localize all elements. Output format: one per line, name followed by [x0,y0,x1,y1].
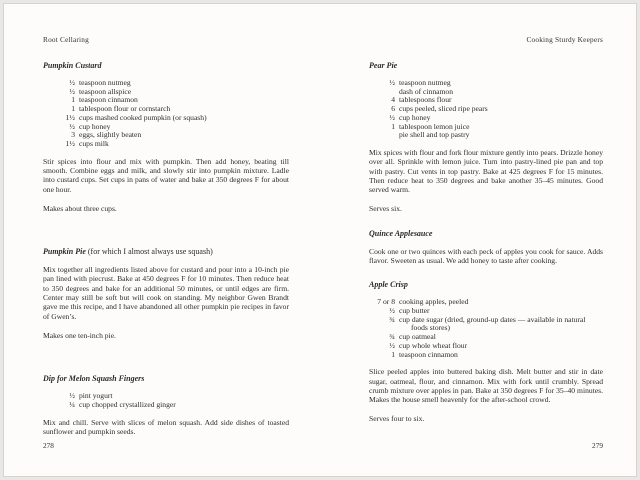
ingredient-name: pie shell and top pastry [399,130,470,140]
recipe-title [43,247,289,257]
ingredient-row [43,140,289,149]
ingredient-name: cups milk [79,138,109,148]
ingredient-row [369,316,603,333]
ingredient-quantity: ¾ [389,314,395,324]
recipe-title-suffix: (for which I almost always use squash) [85,247,213,257]
ingredient-quantity: 4 [391,95,395,105]
ingredient-name: dash of cinnamon [399,86,453,96]
ingredient-name: cup butter [399,306,430,315]
ingredient-name: cup chopped crystallized ginger [79,399,176,409]
running-head-right: Cooking Sturdy Keepers [526,35,603,44]
ingredient-quantity: 1½ [65,138,75,148]
ingredient-quantity: 6 [391,104,395,114]
ingredient-name: cup oatmeal [399,332,436,342]
ingredient-name: tablespoon flour or cornstarch [79,104,171,114]
ingredient-name: cups peeled, sliced ripe pears [399,104,488,114]
ingredient-name: cup date sugar (dried, ground-up dates — available in natural foods stores) [399,314,586,333]
ingredient-quantity: ½ [389,78,395,87]
left-page-sections [43,61,289,436]
recipe-title-text: Pear Pie [369,61,398,70]
ingredient-quantity: ½ [389,340,395,350]
recipe-title [369,280,603,290]
running-head-left: Root Cellaring [43,35,89,44]
ingredient-name: cooking apples, peeled [399,297,469,307]
ingredient-name: tablespoon lemon juice [399,121,470,131]
recipe-paragraph: Stir spices into flour and mix with pumpkin. Then add honey, beating till smooth. Combine eggs and milk, and slowly stir into pumpkin mixture. Ladle into custard cups. Set cups in pans of water and bake at 350 degrees F for about one hour. [43,156,289,194]
ingredient-quantity: ½ [389,306,395,315]
recipe-paragraph: Slice peeled apples into buttered baking dish. Melt butter and stir in date sugar, oatmeal, flour, and cinnamon. Mix with fork until crumbly. Spread crumb mixture over apples in pan. Bake at 350 degrees F for 35–40 minutes. Makes the house smell heavenly for the after-school crowd. [369,367,603,405]
recipe-title [369,61,603,71]
ingredient-quantity [369,131,395,140]
ingredient-name: tablespoons flour [399,95,452,105]
ingredient-list [43,79,289,149]
ingredient-name: teaspoon allspice [79,86,132,96]
ingredient-name: cup honey [399,112,431,122]
ingredient-quantity: 1 [71,95,75,105]
ingredient-name: teaspoon cinnamon [79,95,138,105]
ingredient-name: cup honey [79,121,111,131]
right-page-sections [369,61,603,424]
yield-note: Makes about three cups. [43,203,117,213]
ingredient-name: cup whole wheat flour [399,340,468,350]
recipe-title-text: Pumpkin Custard [43,61,102,70]
ingredient-list [43,392,289,409]
right-page [369,35,603,424]
yield-note: Serves six. [369,204,402,214]
ingredient-quantity: 1 [71,104,75,114]
left-page [43,35,289,436]
recipe-title [43,61,289,71]
page-number-left: 278 [43,441,54,450]
recipe-title-text: Pumpkin Pie [43,247,86,257]
ingredient-name: eggs, slightly beaten [79,130,142,140]
ingredient-quantity: 1 [391,349,395,359]
ingredient-row [369,131,603,140]
ingredient-list [369,298,603,359]
recipe-title-text: Quince Applesauce [369,228,433,238]
recipe-paragraph: Mix and chill. Serve with slices of melon squash. Add side dishes of toasted sunflower and pumpkin seeds. [43,417,289,436]
ingredient-quantity: ½ [69,78,75,87]
ingredient-quantity: 1 [391,121,395,131]
recipe-title [369,229,603,239]
ingredient-quantity: ½ [69,86,75,96]
ingredient-name: cups mashed cooked pumpkin (or squash) [79,112,207,122]
recipe-paragraph: Cook one or two quinces with each peck of apples you cook for sauce. Adds flavor. Sweeten as usual. We add honey to taste after cooking. [369,246,603,265]
ingredient-row [369,351,603,360]
ingredient-quantity: ¾ [389,332,395,342]
book-spread [3,3,637,477]
ingredient-name: teaspoon cinnamon [399,349,458,359]
ingredient-quantity: ½ [389,112,395,122]
recipe-paragraph: Mix spices with flour and fork flour mixture gently into pears. Drizzle honey over all. Sprinkle with lemon juice. Turn into pastry-lined pie pan and top with pastry. Cut vents in top pastry. Bake at 425 degrees F for 15 minutes. Then reduce heat to 350 degrees and bake another 35–45 minutes. Good served warm. [369,147,603,195]
ingredient-quantity: 1½ [65,112,75,122]
ingredient-quantity: 7 or 8 [377,297,395,307]
ingredient-row [43,401,289,410]
page-number-right: 279 [592,441,603,450]
yield-note: Serves four to six. [369,414,425,424]
recipe-title [43,374,289,384]
ingredient-quantity: ¼ [69,399,75,409]
yield-note: Makes one ten-inch pie. [43,330,116,340]
ingredient-name: teaspoon nutmeg [399,78,451,87]
recipe-paragraph: Mix together all ingredients listed above for custard and pour into a 10-inch pie pan lined with piecrust. Bake at 450 degrees F for 10 minutes. Then reduce heat to 350 degrees and bake for an additional 50 minutes, or until edges are firm. Center may still be soft but will cook on standing. My neighbor Gwen Brandt gave me this recipe, and I have abandoned all other pumpkin pie recipes in favor of Gwen’s. [43,265,289,321]
ingredient-quantity: ½ [69,121,75,131]
ingredient-quantity: ½ [69,391,75,401]
recipe-title-text: Apple Crisp [369,280,408,290]
recipe-title-text: Dip for Melon Squash Fingers [43,374,145,384]
ingredient-name: teaspoon nutmeg [79,78,131,87]
ingredient-quantity: 3 [71,130,75,140]
ingredient-list [369,79,603,140]
ingredient-name: pint yogurt [79,391,113,401]
